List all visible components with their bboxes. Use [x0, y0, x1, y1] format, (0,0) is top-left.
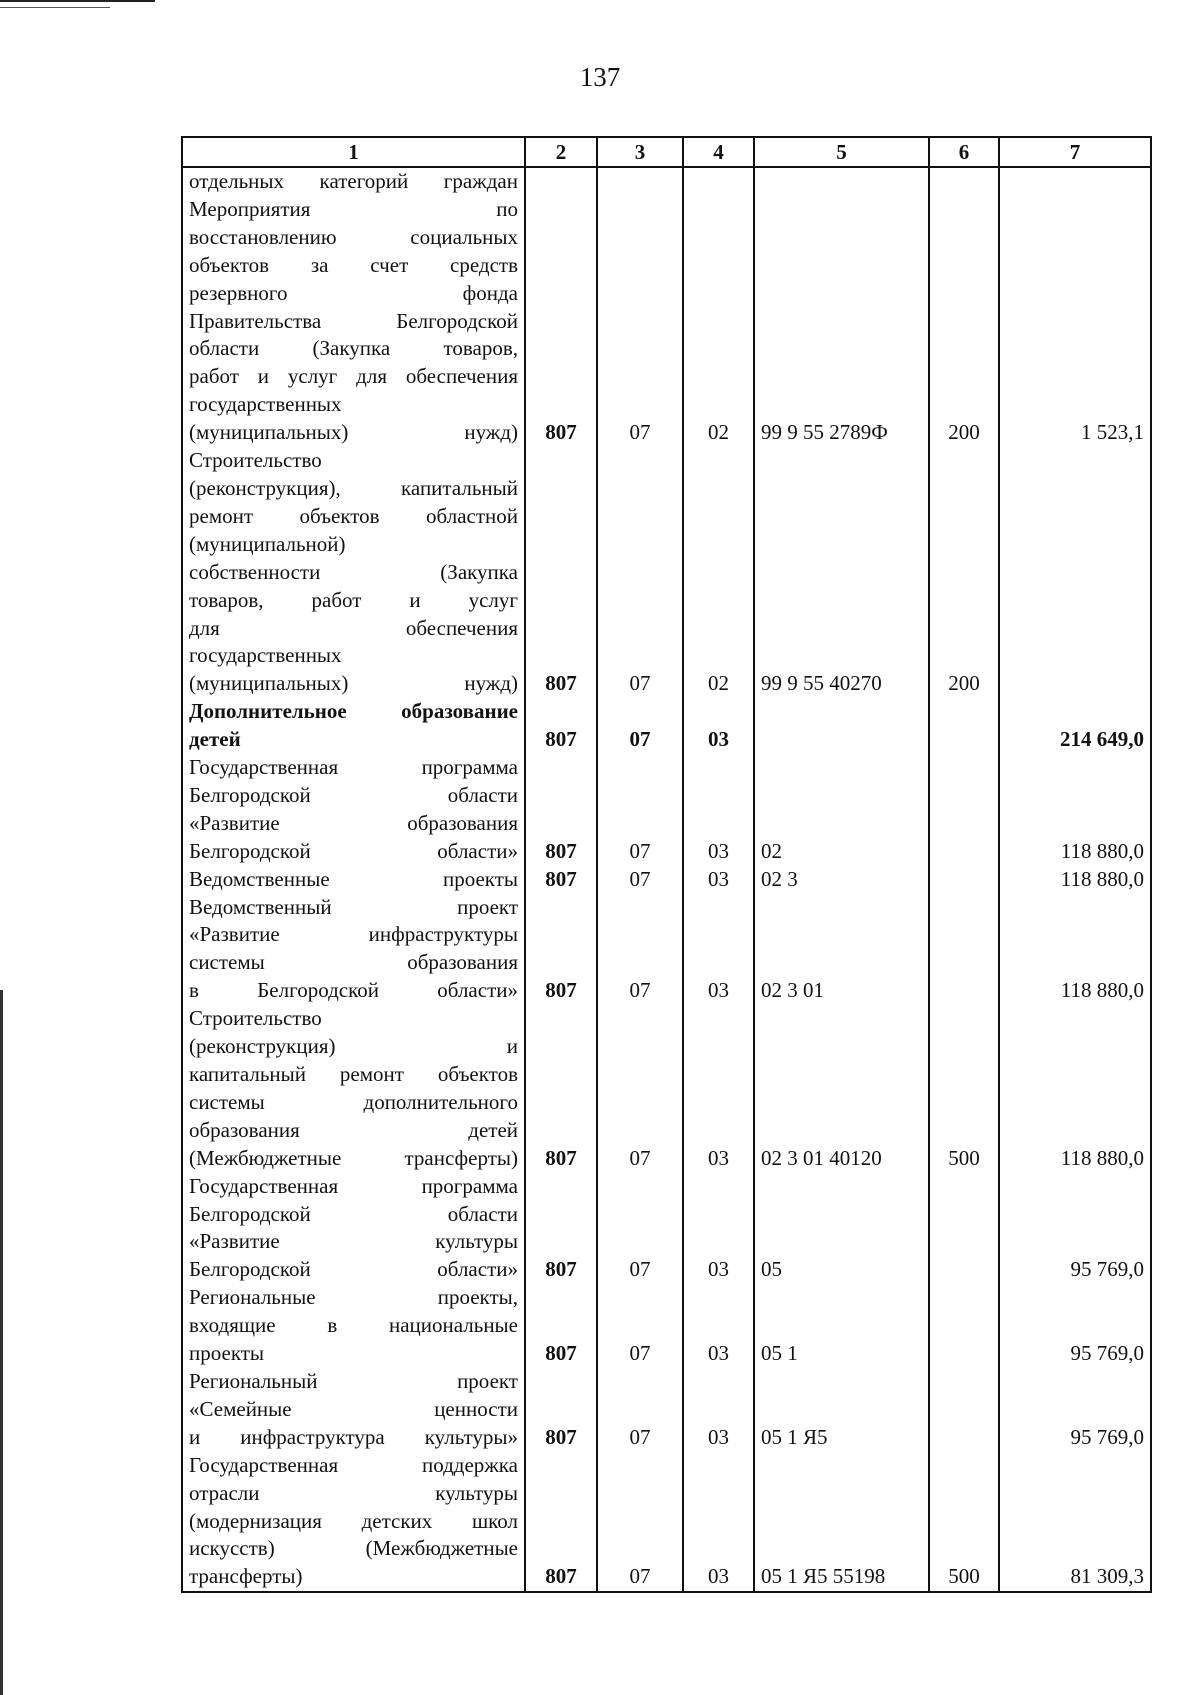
- header-cell-7: 7: [999, 137, 1151, 167]
- description-line: для обеспечения: [189, 615, 518, 640]
- row-description: [182, 447, 525, 698]
- target-article-code: [754, 698, 929, 754]
- table-row: [182, 447, 1151, 698]
- ministry-code: [525, 167, 597, 196]
- row-description: [182, 196, 525, 447]
- ministry-code: 807: [525, 1368, 597, 1452]
- section-code: 07: [597, 1173, 683, 1285]
- ministry-code: 807: [525, 1005, 597, 1172]
- description-line: работ и услуг для обеспечения: [189, 364, 518, 389]
- row-description: [182, 894, 525, 1006]
- expense-type-code: 500: [929, 1452, 999, 1593]
- amount: 118 880,0: [999, 1005, 1151, 1172]
- target-article-code: 99 9 55 40270: [754, 447, 929, 698]
- amount: 214 649,0: [999, 698, 1151, 754]
- target-article-code: 02 3 01: [754, 894, 929, 1006]
- description-line: (муниципальных) нужд): [189, 671, 518, 696]
- expense-type-code: [929, 698, 999, 754]
- expense-type-code: [929, 1173, 999, 1285]
- table-row: [182, 698, 1151, 754]
- table-body: [182, 167, 1151, 1592]
- row-description: [182, 1173, 525, 1285]
- table-row: [182, 167, 1151, 196]
- row-description: [182, 167, 525, 196]
- subsection-code: 03: [683, 1173, 754, 1285]
- subsection-code: 03: [683, 754, 754, 866]
- row-description: [182, 754, 525, 866]
- amount: 118 880,0: [999, 894, 1151, 1006]
- budget-table: [181, 136, 1152, 1593]
- description-line: Белгородской области»: [189, 1257, 518, 1282]
- expense-type-code: 500: [929, 1005, 999, 1172]
- description-line: «Развитие образования: [189, 810, 518, 835]
- description-line: «Развитие культуры: [189, 1229, 518, 1254]
- row-description: [182, 866, 525, 894]
- description-line: Дополнительное образование: [189, 699, 518, 724]
- subsection-code: 03: [683, 866, 754, 894]
- description-line: собственности (Закупка: [189, 559, 518, 584]
- description-line: (муниципальной): [189, 531, 346, 556]
- expense-type-code: [929, 754, 999, 866]
- target-article-code: 05 1 Я5: [754, 1368, 929, 1452]
- section-code: 07: [597, 866, 683, 894]
- subsection-code: [683, 167, 754, 196]
- description-line: отрасли культуры: [189, 1480, 518, 1505]
- table-row: [182, 1005, 1151, 1172]
- description-line: Государственная поддержка: [189, 1452, 518, 1477]
- expense-type-code: 200: [929, 196, 999, 447]
- header-cell-6: 6: [929, 137, 999, 167]
- subsection-code: 03: [683, 1284, 754, 1368]
- table-row: [182, 196, 1151, 447]
- description-line: (муниципальных) нужд): [189, 420, 518, 445]
- header-cell-2: 2: [525, 137, 597, 167]
- description-line: восстановлению социальных: [189, 224, 518, 249]
- scan-artifact-top-secondary: [0, 7, 110, 8]
- scan-artifact-top: [0, 0, 155, 2]
- subsection-code: 03: [683, 1368, 754, 1452]
- description-line: «Семейные ценности: [189, 1396, 518, 1421]
- description-line: Белгородской области»: [189, 838, 518, 863]
- section-code: [597, 167, 683, 196]
- description-line: входящие в национальные: [189, 1313, 518, 1338]
- ministry-code: 807: [525, 754, 597, 866]
- amount: 1 523,1: [999, 196, 1151, 447]
- description-line: Строительство: [189, 1006, 322, 1031]
- ministry-code: 807: [525, 1284, 597, 1368]
- expense-type-code: [929, 167, 999, 196]
- description-line: Ведомственные проекты: [189, 866, 518, 891]
- table-row: [182, 1284, 1151, 1368]
- description-line: (реконструкция), капитальный: [189, 475, 518, 500]
- description-line: трансферты): [189, 1564, 303, 1589]
- description-line: (Межбюджетные трансферты): [189, 1145, 518, 1170]
- ministry-code: 807: [525, 447, 597, 698]
- description-line: объектов за счет средств: [189, 252, 518, 277]
- description-line: и инфраструктура культуры»: [189, 1424, 518, 1449]
- subsection-code: 03: [683, 698, 754, 754]
- description-line: системы дополнительного: [189, 1089, 518, 1114]
- scan-artifact-left-edge: [0, 990, 3, 1695]
- header-row: [182, 137, 1151, 167]
- table-row: [182, 1452, 1151, 1593]
- section-code: 07: [597, 894, 683, 1006]
- description-line: Региональный проект: [189, 1368, 518, 1393]
- description-line: системы образования: [189, 950, 518, 975]
- amount: 118 880,0: [999, 754, 1151, 866]
- description-line: (модернизация детских школ: [189, 1508, 518, 1533]
- subsection-code: 02: [683, 196, 754, 447]
- amount: [999, 447, 1151, 698]
- description-line: Государственная программа: [189, 755, 518, 780]
- description-line: Белгородской области: [189, 1201, 518, 1226]
- ministry-code: 807: [525, 196, 597, 447]
- header-cell-5: 5: [754, 137, 929, 167]
- section-code: 07: [597, 196, 683, 447]
- header-cell-4: 4: [683, 137, 754, 167]
- section-code: 07: [597, 447, 683, 698]
- amount: 95 769,0: [999, 1173, 1151, 1285]
- page-number: 137: [579, 62, 621, 92]
- description-line: капитальный ремонт объектов: [189, 1062, 518, 1086]
- description-line: Правительства Белгородской: [189, 308, 518, 333]
- section-code: 07: [597, 754, 683, 866]
- row-description: [182, 698, 525, 754]
- table-row: [182, 754, 1151, 866]
- amount: 81 309,3: [999, 1452, 1151, 1593]
- description-line: резервного фонда: [189, 280, 518, 305]
- ministry-code: 807: [525, 894, 597, 1006]
- ministry-code: 807: [525, 1173, 597, 1285]
- description-line: детей: [189, 727, 241, 752]
- description-line: (реконструкция) и: [189, 1034, 518, 1059]
- ministry-code: 807: [525, 1452, 597, 1593]
- target-article-code: 02 3 01 40120: [754, 1005, 929, 1172]
- description-line: Белгородской области: [189, 782, 518, 807]
- section-code: 07: [597, 698, 683, 754]
- description-line: государственных: [189, 643, 342, 668]
- target-article-code: 02: [754, 754, 929, 866]
- description-line: ремонт объектов областной: [189, 503, 518, 528]
- table-row: [182, 1368, 1151, 1452]
- header-cell-3: 3: [597, 137, 683, 167]
- description-line: Строительство: [189, 448, 322, 473]
- amount: 95 769,0: [999, 1284, 1151, 1368]
- expense-type-code: [929, 866, 999, 894]
- amount: [999, 167, 1151, 196]
- amount: 95 769,0: [999, 1368, 1151, 1452]
- section-code: 07: [597, 1284, 683, 1368]
- expense-type-code: [929, 894, 999, 1006]
- description-line: области (Закупка товаров,: [189, 336, 518, 361]
- ministry-code: 807: [525, 698, 597, 754]
- description-line: Мероприятия по: [189, 196, 518, 221]
- description-line: Региональные проекты,: [189, 1285, 518, 1310]
- amount: 118 880,0: [999, 866, 1151, 894]
- section-code: 07: [597, 1368, 683, 1452]
- description-line: в Белгородской области»: [189, 978, 518, 1003]
- target-article-code: 02 3: [754, 866, 929, 894]
- section-code: 07: [597, 1005, 683, 1172]
- ministry-code: 807: [525, 866, 597, 894]
- row-description: [182, 1452, 525, 1593]
- expense-type-code: [929, 1368, 999, 1452]
- subsection-code: 03: [683, 1005, 754, 1172]
- description-line: Ведомственный проект: [189, 894, 518, 919]
- subsection-code: 03: [683, 1452, 754, 1593]
- expense-type-code: [929, 1284, 999, 1368]
- description-line: искусств) (Межбюджетные: [189, 1536, 518, 1561]
- description-line: образования детей: [189, 1117, 518, 1142]
- row-description: [182, 1005, 525, 1172]
- description-line: товаров, работ и услуг: [189, 587, 518, 612]
- description-line: проекты: [189, 1341, 265, 1366]
- header-cell-1: 1: [182, 137, 525, 167]
- subsection-code: 02: [683, 447, 754, 698]
- section-code: 07: [597, 1452, 683, 1593]
- subsection-code: 03: [683, 894, 754, 1006]
- description-line: государственных: [189, 392, 342, 417]
- description-line: «Развитие инфраструктуры: [189, 922, 518, 947]
- target-article-code: 05 1: [754, 1284, 929, 1368]
- target-article-code: 99 9 55 2789Ф: [754, 196, 929, 447]
- target-article-code: 05: [754, 1173, 929, 1285]
- row-description: [182, 1368, 525, 1452]
- expense-type-code: 200: [929, 447, 999, 698]
- table-row: [182, 1173, 1151, 1285]
- table-row: [182, 894, 1151, 1006]
- target-article-code: 05 1 Я5 55198: [754, 1452, 929, 1593]
- description-line: отдельных категорий граждан: [189, 169, 518, 193]
- row-description: [182, 1284, 525, 1368]
- table-row: [182, 866, 1151, 894]
- target-article-code: [754, 167, 929, 196]
- description-line: Государственная программа: [189, 1173, 518, 1198]
